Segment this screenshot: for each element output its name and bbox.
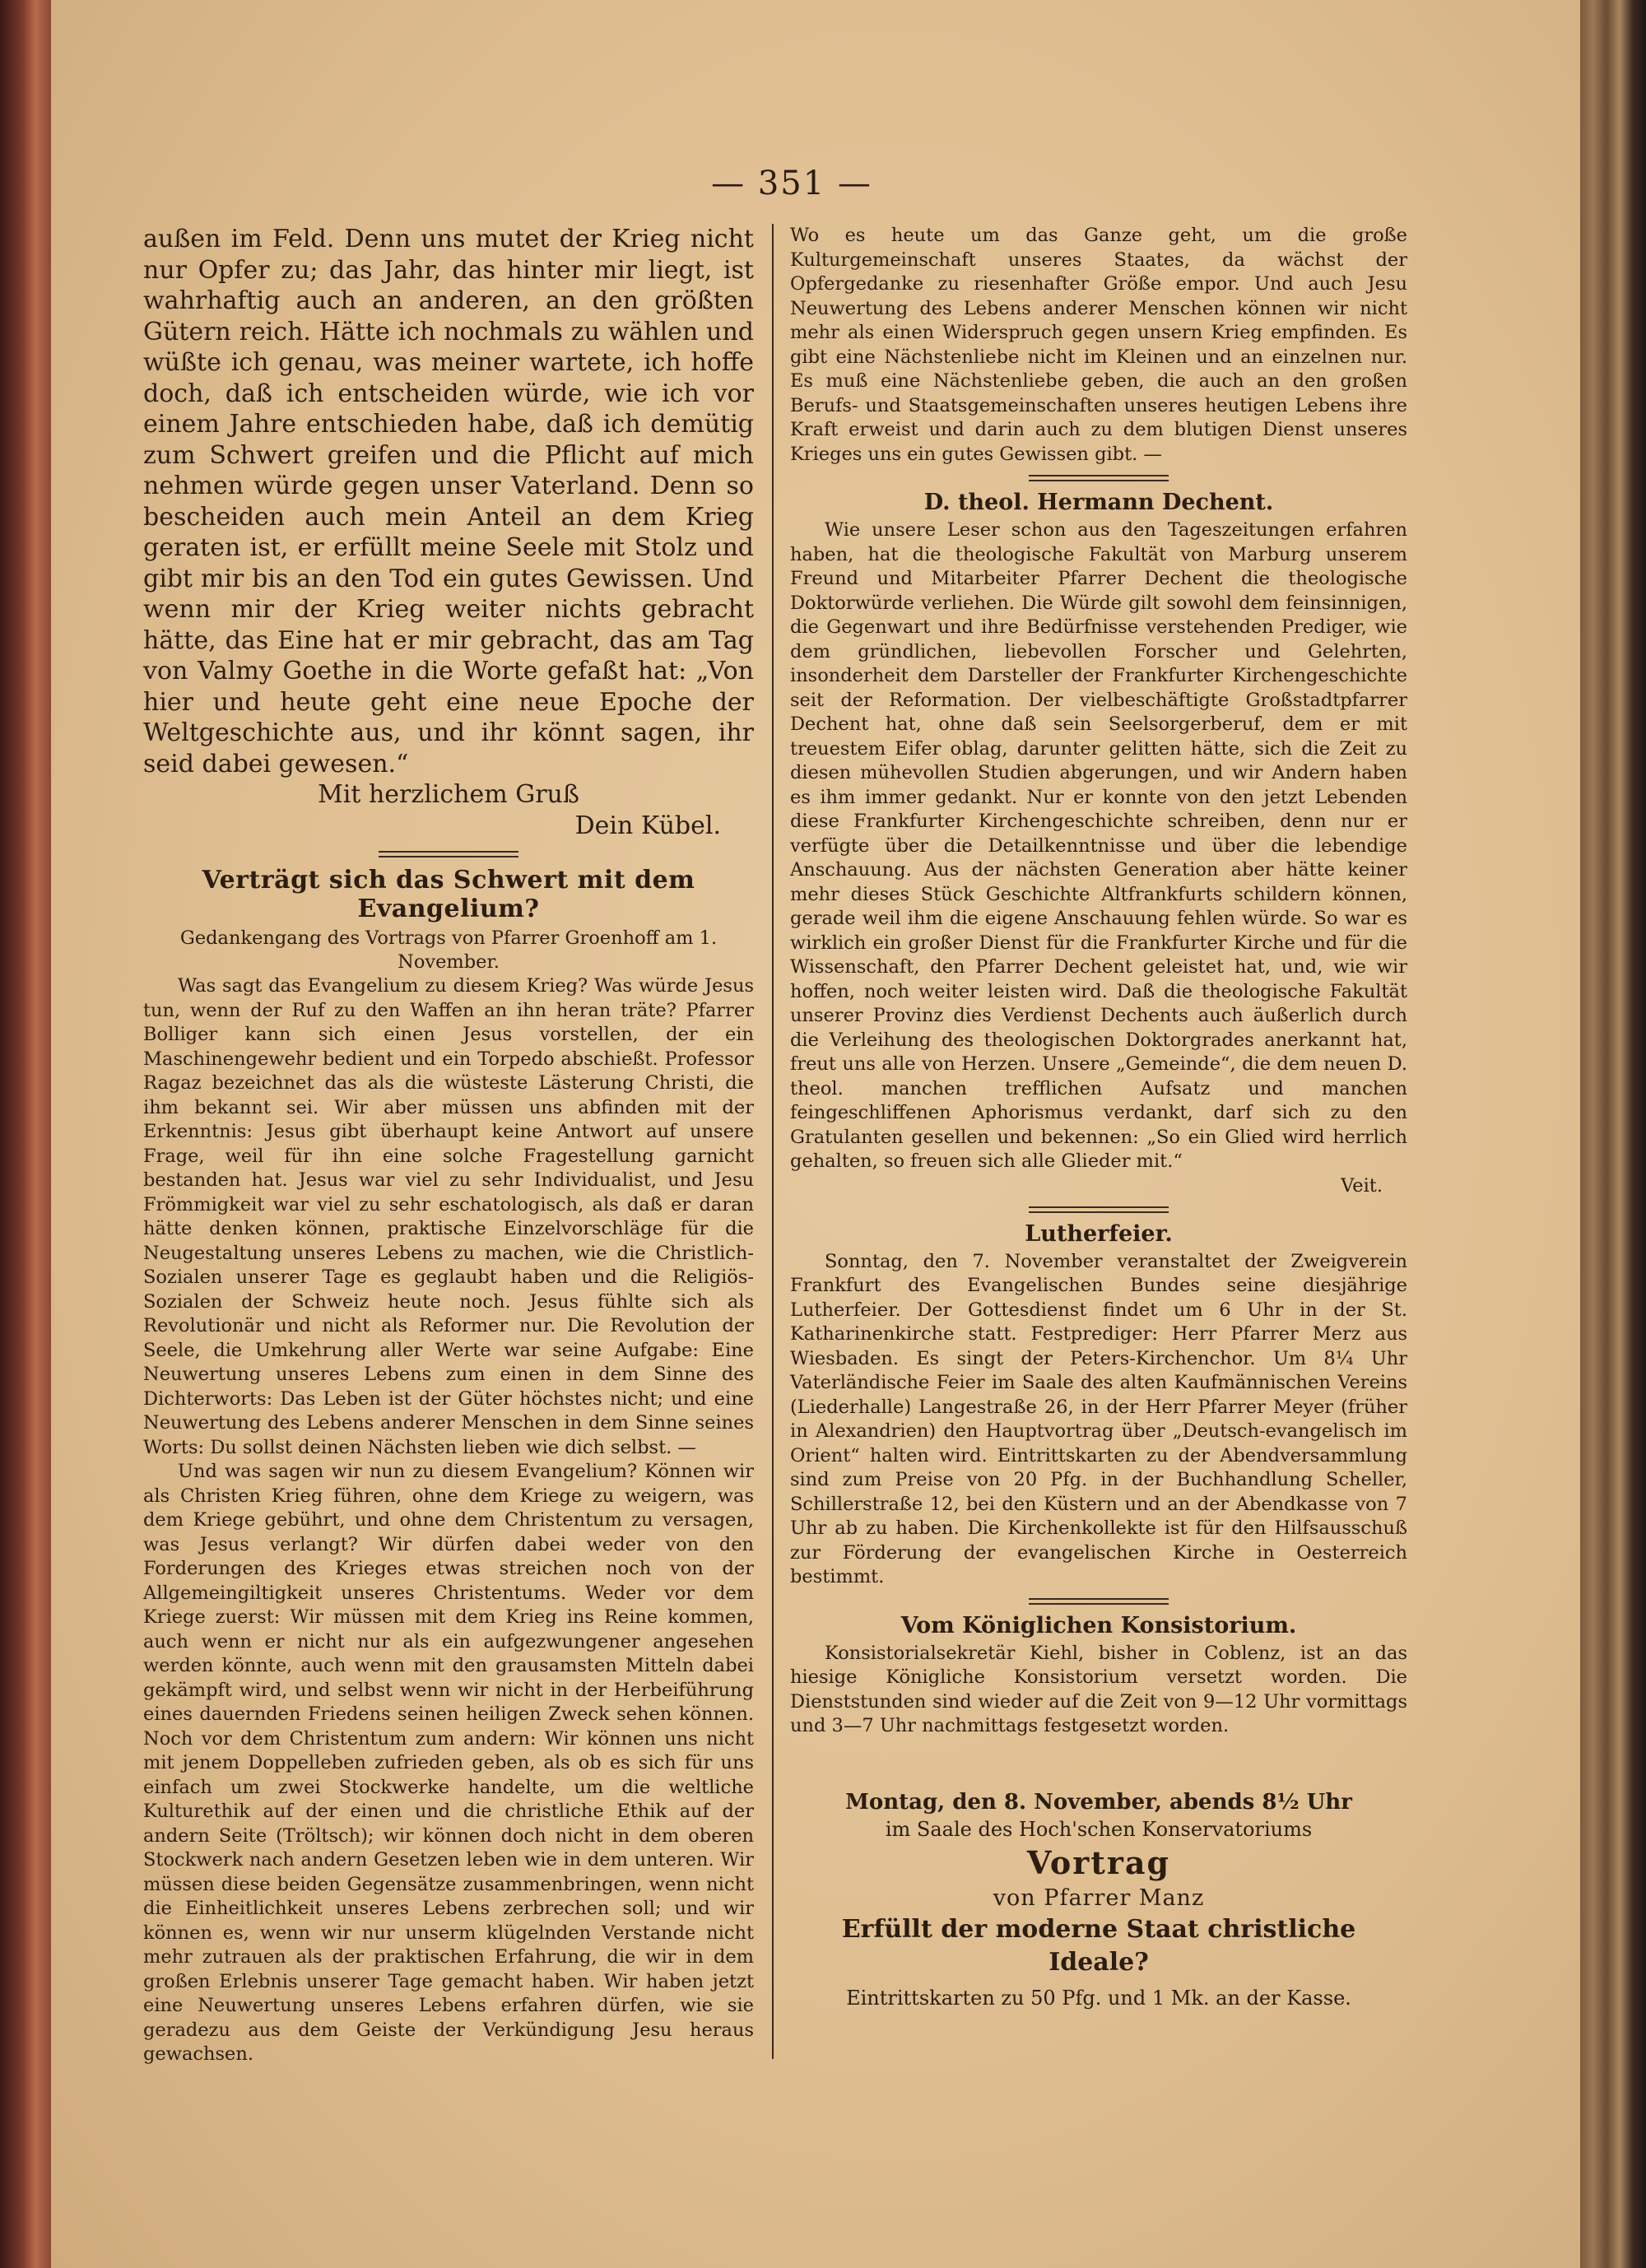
article-paragraph: Sonntag, den 7. November veranstaltet der Zweigverein Frankfurt des Evangelischen Bundes seine diesjährige Lutherfeier. Der Gottesdienst findet um 6 Uhr in der St. Katharinenkirche statt. Festprediger: Herr Pfarrer Merz aus Wiesbaden. Es singt der Peters-Kirchenchor. Um 8¼ Uhr Vaterländische Feier im Saale des alten Kaufmännischen Vereins (Liederhalle) Langestraße 26, in der Herr Pfarrer Meyer (früher in Alexandrien) den Hauptvortrag über „Deutsch-evangelisch im Orient“ halten wird. Eintrittskarten zu der Abendversammlung sind zum Preise von 20 Pfg. in der Buchhandlung Scheller, Schillerstraße 12, bei den Küstern und an der Abendkasse von 7 Uhr ab zu haben. Die Kirchenkollekte ist für den Hilfsausschuß zur Förderung der evangelischen Kirche in Oesterreich bestimmt. bbox=[790, 1250, 1407, 1587]
article-paragraph: Und was sagen wir nun zu diesem Evangelium? Können wir als Christen Krieg führen, ohne dem Kriege zu weigern, was dem Kriege gebührt, und ohne dem Christentum zu versagen, was Jesus verlangt? Wir dürfen dabei weder von den Forderungen des Krieges etwas streichen noch von der Allgemeingiltigkeit unseres Christentums. Weder vor dem Kriege zuerst: Wir müssen mit dem Krieg ins Reine kommen, auch wenn er nicht nur als ein aufgezwungener angesehen werden könnte, auch wenn mit den grausamsten Mitteln dabei gekämpft wird, und selbst wenn wir nicht in der Herbeiführung eines dauernden Friedens seinen heiligen Zweck sehen können. Noch vor dem Christentum zum andern: Wir können uns nicht mit jenem Doppelleben zufrieden geben, als ob es sich für uns einfach um zwei Stockwerke handelte, um die weltliche Kulturethik auf der einen und die christliche Ethik auf der andern Seite (Tröltsch); wir können doch nicht in dem oberen Stockwerk nach andern Gesetzen leben wie in dem unteren. Wir müssen diese beiden Gegensätze zusammenbringen, wenn nicht die Einheitlichkeit unseres Lebens zerbrechen soll; und wir können es, wenn wir nur unserm klügelnden Verstande nicht mehr zutrauen als der praktischen Erfahrung, die wir in dem großen Erlebnis unserer Tage gemacht haben. Wir haben jetzt eine Neuwertung unseres Lebens erfahren dürfen, wie sie geradezu aus dem Geiste der Verkündigung Jesu heraus gewachsen. bbox=[143, 1461, 754, 2065]
section-divider bbox=[1029, 1598, 1169, 1605]
lecture-announcement bbox=[790, 1788, 1407, 2012]
article-subtitle-schwert: Gedankengang des Vortrags von Pfarrer Groenhoff am 1. November. bbox=[179, 927, 718, 973]
announcement-heading: Vortrag bbox=[1026, 1843, 1171, 1881]
article-paragraph: Konsistorialsekretär Kiehl, bisher in Coblenz, ist an das hiesige Königliche Konsistorium versetzt worden. Die Dienststunden sind wieder auf die Zeit von 9—12 Uhr vormittags und 3—7 Uhr nachmittags festgesetzt worden. bbox=[790, 1642, 1407, 1736]
article-title-konsistorium: Vom Königlichen Konsistorium. bbox=[900, 1612, 1297, 1638]
section-divider bbox=[379, 851, 518, 857]
article-title-lutherfeier: Lutherfeier. bbox=[1025, 1220, 1173, 1247]
right-column bbox=[790, 224, 1407, 2012]
article-paragraph: Wie unsere Leser schon aus den Tageszeitungen erfahren haben, hat die theologische Fakultät von Marburg unserem Freund und Mitarbeiter Pfarrer Dechent die theologische Doktorwürde verliehen. Die Würde gilt sowohl dem feinsinnigen, die Gegenwart und ihre Bedürfnisse verstehenden Prediger, wie dem gründlichen, liebevollen Forscher und Gelehrten, insonderheit dem Darsteller der Frankfurter Kirchengeschichte seit der Reformation. Der vielbeschäftigte Großstadtpfarrer Dechent hat, ohne daß sein Seelsorgerberuf, dem er mit treuestem Eifer oblag, darunter gelitten hätte, sich die Zeit zu diesen mühevollen Studien abgerungen, und wir Andern haben es ihm immer gedankt. Nur er konnte von den jetzt Lebenden diese Frankfurter Kirchengeschichte schreiben, denn nur er verfügte über die Detailkenntnisse und über die lebendige Anschauung. Aus der nächsten Generation aber hätte keiner mehr dieses Stück Geschichte Altfrankfurts schildern können, gerade weil ihm die eigene Anschauung fehlen würde. So war es wirklich ein großer Dienst für die Frankfurter Kirche und für die Wissenschaft, den Pfarrer Dechent geleistet hat, und, wie wir hoffen, noch weiter leisten wird. Daß die theologische Fakultät unserer Provinz dies Verdienst Dechents auch äußerlich durch die Verleihung des theologischen Doktorgrades anerkannt hat, freut uns alle von Herzen. Unsere „Gemeinde“, die dem neuen D. theol. manchen trefflichen Aufsatz und manchen feingeschliffenen Aphorismus verdankt, darf sich zu den Gratulanten gesellen und bekennen: „So ein Glied wird herrlich gehalten, so freuen sich alle Glieder mit.“ bbox=[790, 519, 1407, 1172]
article-title-dechent: D. theol. Hermann Dechent. bbox=[923, 490, 1274, 515]
article-continuation: Wo es heute um das Ganze geht, um die große Kulturgemeinschaft unseres Staates, da wächst der Opfergedanke zu riesenhafter Größe empor. Und auch Jesu Neuwertung des Lebens anderer Menschen können wir nicht mehr als einen Widerspruch gegen unsern Krieg empfinden. Es gibt eine Nächstenliebe nicht im Kleinen und an einzelnen nur. Es muß eine Nächstenliebe geben, die auch an den großen Berufs- und Staatsgemeinschaften unseres heutigen Lebens ihre Kraft erweist und darin auch zu dem blutigen Dienst unseres Krieges uns ein gutes Gewissen gibt. — bbox=[790, 225, 1407, 465]
announcement-date: Montag, den 8. November, abends 8½ Uhr bbox=[845, 1789, 1352, 1815]
book-spine bbox=[0, 0, 51, 2268]
article-title-schwert: Verträgt sich das Schwert mit dem Evangelium? bbox=[202, 866, 695, 923]
article-author: Veit. bbox=[1341, 1174, 1383, 1197]
article-paragraph: Was sagt das Evangelium zu diesem Krieg? Was würde Jesus tun, wenn der Ruf zu den Waffen an ihn heran träte? Pfarrer Bolliger kann sich einen Jesus vorstellen, der ein Maschinengewehr bedient und ein Torpedo abschießt. Professor Ragaz bezeichnet das als die wüsteste Lästerung Christi, die ihm bekannt sei. Wir aber müssen uns abfinden mit der Erkenntnis: Jesus gibt überhaupt keine Antwort auf unsere Frage, weil für ihn eine solche Fragestellung garnicht bestanden hat. Jesus war viel zu sehr Individualist, und Jesu Frömmigkeit war viel zu sehr eschatologisch, als daß er daran hätte denken können, praktische Einzelvorschläge für die Neugestaltung unseres Lebens zu machen, wie die Christlich-Sozialen unserer Tage es geglaubt haben und die Religiös-Sozialen der Schweiz heute noch. Jesus fühlte sich als Revolutionär und nicht als Reformer nur. Die Revolution der Seele, die Umkehrung aller Werte war seine Aufgabe: Eine Neuwertung unseres Lebens zum einen in dem Sinne des Dichterworts: Das Leben ist der Güter höchstes nicht; und eine Neuwertung des Lebens anderer Menschen in dem Sinne seines Worts: Du sollst deinen Nächsten lieben wie dich selbst. — bbox=[143, 975, 754, 1458]
column-divider bbox=[772, 224, 774, 2059]
section-divider bbox=[1029, 1206, 1169, 1213]
letter-signature: Dein Kübel. bbox=[574, 811, 721, 840]
letter-text: außen im Feld. Denn uns mutet der Krieg nicht nur Opfer zu; das Jahr, das hinter mir liegt, ist wahrhaftig auch an anderen, an den größten Gütern reich. Hätte ich nochmals zu wählen und wüßte ich genau, was meiner wartete, ich hoffe doch, daß ich entscheiden würde, wie ich vor einem Jahre entschieden habe, daß ich demütig zum Schwert greifen und die Pflicht auf mich nehmen würde gegen unser Vaterland. Denn so bescheiden auch mein Anteil an dem Krieg geraten ist, er erfüllt meine Seele mit Stolz und gibt mir bis an den Tod ein gutes Gewissen. Und wenn mir der Krieg weiter nichts gebracht hätte, das Eine hat er mir gebracht, das am Tag von Valmy Goethe in die Worte gefaßt hat: „Von hier und heute geht eine neue Epoche der Weltgeschichte aus, und ihr könnt sagen, ihr seid dabei gewesen.“ bbox=[143, 225, 754, 778]
announcement-tickets: Eintrittskarten zu 50 Pfg. und 1 Mk. an der Kasse. bbox=[846, 1986, 1351, 2010]
page-number: — 351 — bbox=[711, 165, 872, 202]
section-divider bbox=[1029, 475, 1169, 481]
letter-greeting: Mit herzlichem Gruß bbox=[318, 780, 579, 809]
newspaper-page bbox=[51, 0, 1580, 2268]
announcement-topic: Erfüllt der moderne Staat christliche Ideale? bbox=[841, 1914, 1356, 1977]
left-column bbox=[143, 224, 754, 2067]
book-page-edges bbox=[1580, 0, 1646, 2268]
announcement-venue: im Saale des Hoch'schen Konservatoriums bbox=[885, 1817, 1313, 1841]
announcement-speaker: von Pfarrer Manz bbox=[993, 1885, 1205, 1911]
